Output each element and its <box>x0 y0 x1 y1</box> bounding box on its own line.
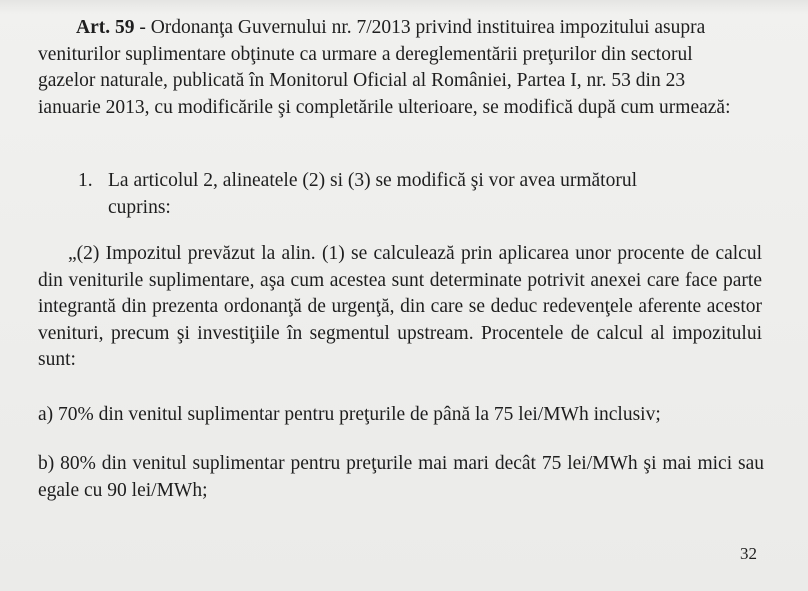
list-item-continuation: cuprins: <box>108 196 171 218</box>
article-paragraph <box>38 15 752 121</box>
point-b: b) 80% din venitul suplimentar pentru preţurile mai mari decât 75 lei/MWh şi mai mici sau egale cu 90 lei/MWh; <box>38 453 764 501</box>
quoted-paragraph: „(2) Impozitul prevăzut la alin. (1) se calculează prin aplicarea unor procente de calcul din veniturile suplimentare, aşa cum acestea sunt determinate potrivit anexei care face parte integrantă din prezenta ordonanţă de urgenţă, din care se deduc redevenţele aferente acestor venituri, precum şi investiţiile în segmentul upstream. Procentele de calcul al impozitului sunt: <box>38 243 762 370</box>
article-text: - Ordonanţa Guvernului nr. 7/2013 privind instituirea impozitului asupra veniturilor suplimentare obţinute ca urmare a dereglementării preţurilor din sectorul gazelor naturale, publicată în Monitorul Oficial al României, Partea I, nr. 53 din 23 ianuarie 2013, cu modificările şi completările ulterioare, se modifică după cum urmează: <box>38 17 731 118</box>
page-shadow <box>0 0 808 14</box>
point-a: a) 70% din venitul suplimentar pentru preţurile de până la 75 lei/MWh inclusiv; <box>38 404 661 425</box>
list-item-1 <box>72 168 764 221</box>
list-item-text: La articolul 2, alineatele (2) si (3) se modifică şi vor avea următorul <box>108 170 638 191</box>
list-item-number: 1. <box>78 170 93 191</box>
page-number: 32 <box>740 544 757 563</box>
article-heading: Art. 59 <box>76 17 135 38</box>
